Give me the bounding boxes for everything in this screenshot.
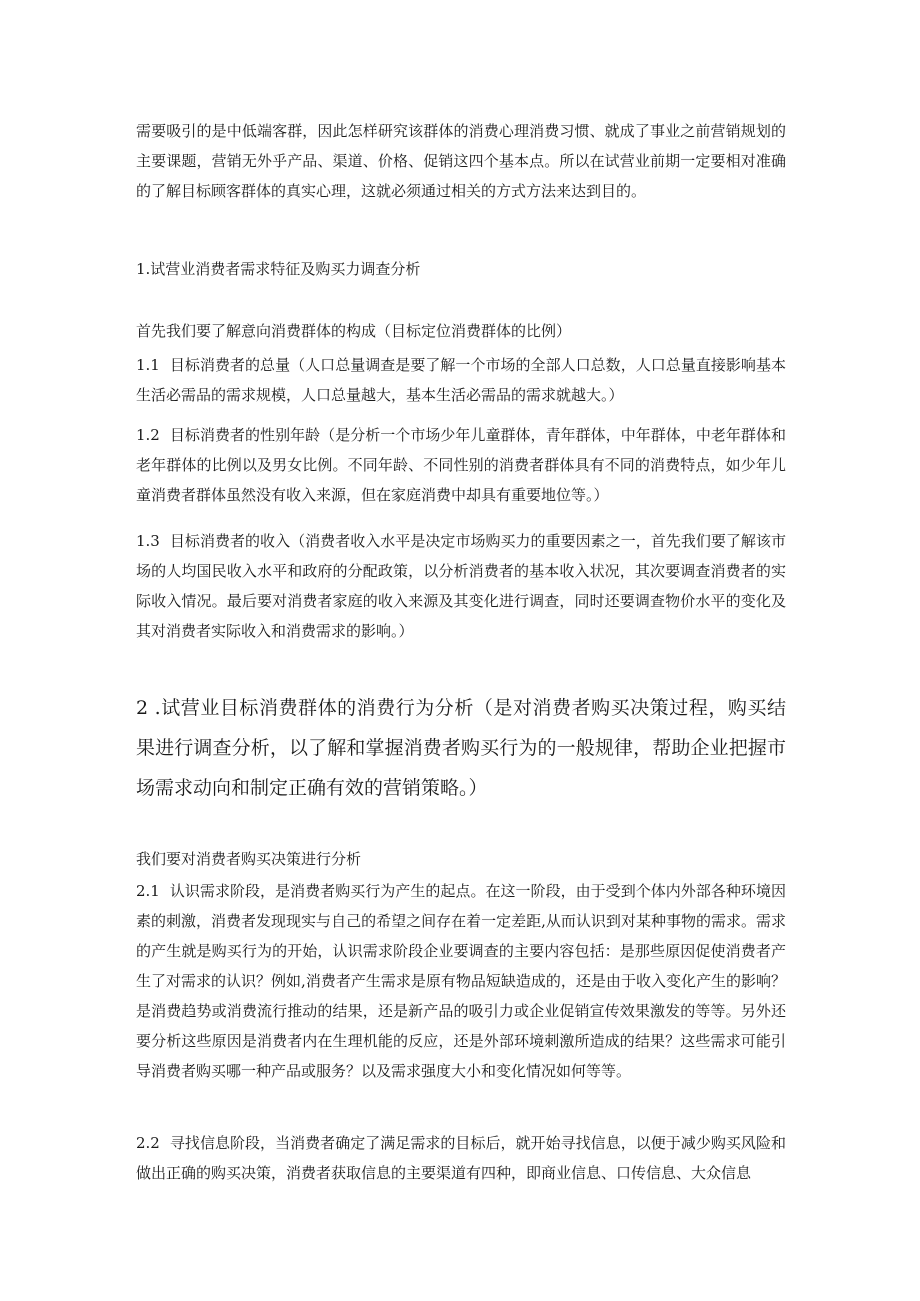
- section-1-lead: 首先我们要了解意向消费群体的构成（目标定位消费群体的比例）: [136, 322, 572, 340]
- item-1-2-text: 目标消费者的性别年龄（是分析一个市场少年儿童群体，青年群体，中年群体，中老年群体和老年群体的比例以及男女比例。不同年龄、不同性别的消费者群体具有不同的消费特点，如少年儿童消费者群体虽然没有收入来源，但在家庭消费中却具有重要地位等。）: [136, 426, 786, 504]
- item-1-3: [136, 526, 786, 646]
- item-1-1-number: 1.1: [136, 356, 160, 374]
- item-2-1-text: 认识需求阶段，是消费者购买行为产生的起点。在这一阶段，由于受到个体内外部各种环境因素的刺激，消费者发现现实与自己的希望之间存在着一定差距,从而认识到对某种事物的需求。需求的产生就是购买行为的开始，认识需求阶段企业要调查的主要内容包括：是那些原因促使消费者产生了对需求的认识？例如,消费者产生需求是原有物品短缺造成的，还是由于收入变化产生的影响？是消费趋势或消费流行推动的结果，还是新产品的吸引力或企业促销宣传效果激发的等等。另外还要分析这些原因是消费者内在生理机能的反应，还是外部环境刺激所造成的结果？这些需求可能引导消费者购买哪一种产品或服务？以及需求强度大小和变化情况如何等等。: [136, 882, 786, 1080]
- section-1-heading: 1.试营业消费者需求特征及购买力调查分析: [136, 260, 421, 278]
- item-1-3-text: 目标消费者的收入（消费者收入水平是决定市场购买力的重要因素之一，首先我们要了解该市场的人均国民收入水平和政府的分配政策，以分析消费者的基本收入状况，其次要调查消费者的实际收入情况。最后要对消费者家庭的收入来源及其变化进行调查，同时还要调查物价水平的变化及其对消费者实际收入和消费需求的影响。）: [136, 532, 786, 640]
- item-1-2-number: 1.2: [136, 426, 160, 444]
- item-1-1: [136, 350, 786, 410]
- section-2-heading: 2 .试营业目标消费群体的消费行为分析（是对消费者购买决策过程，购买结果进行调查分析，以了解和掌握消费者购买行为的一般规律，帮助企业把握市场需求动向和制定正确有效的营销策略。）: [136, 697, 786, 799]
- item-1-1-text: 目标消费者的总量（人口总量调查是要了解一个市场的全部人口总数，人口总量直接影响基本生活必需品的需求规模，人口总量越大，基本生活必需品的需求就越大。）: [136, 356, 786, 404]
- intro-paragraph: 需要吸引的是中低端客群，因此怎样研究该群体的消费心理消费习惯、就成了事业之前营销规划的主要课题，营销无外乎产品、渠道、价格、促销这四个基本点。所以在试营业前期一定要相对准确的了解目标顾客群体的真实心理，这就必须通过相关的方式方法来达到目的。: [136, 122, 786, 200]
- item-2-2: [136, 1128, 786, 1188]
- item-2-1-number: 2.1: [136, 882, 160, 900]
- section-2-lead: 我们要对消费者购买决策进行分析: [136, 850, 362, 868]
- item-2-1: [136, 876, 786, 1086]
- item-2-2-text: 寻找信息阶段，当消费者确定了满足需求的目标后，就开始寻找信息，以便于减少购买风险和做出正确的购买决策，消费者获取信息的主要渠道有四种，即商业信息、口传信息、大众信息: [136, 1134, 786, 1182]
- item-2-2-number: 2.2: [136, 1134, 160, 1152]
- item-1-2: [136, 420, 786, 510]
- item-1-3-number: 1.3: [136, 532, 160, 550]
